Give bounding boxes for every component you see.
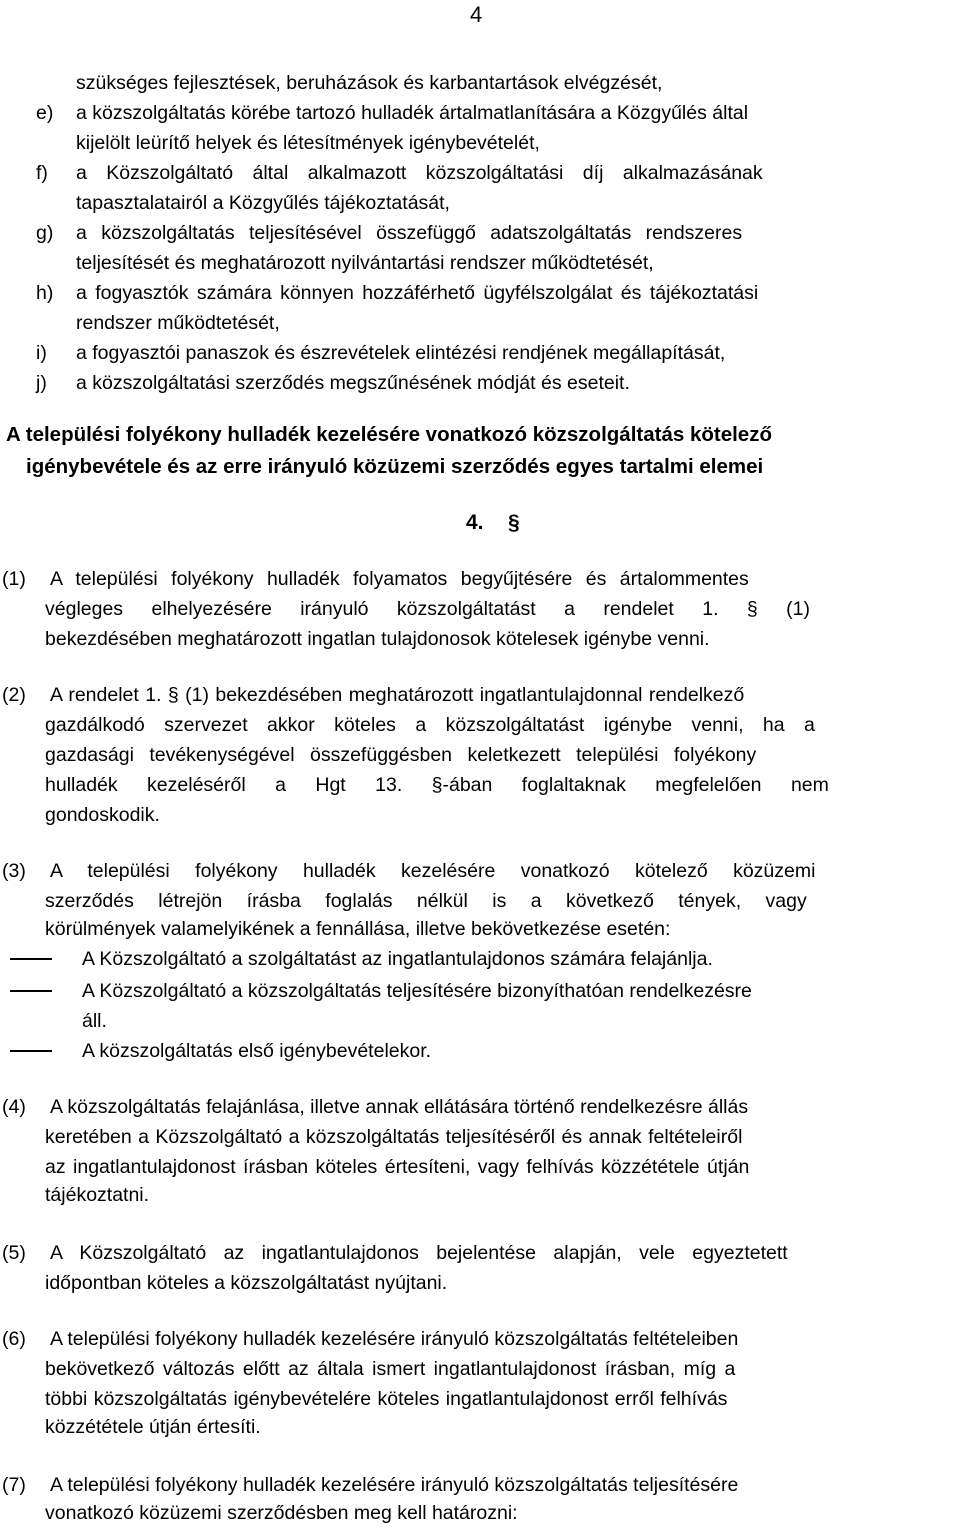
list-item-g-cont: teljesítését és meghatározott nyilvántartási rendszer működtetését, <box>76 252 654 274</box>
list-item-j: j) a közszolgáltatási szerződés megszűnésének módját és eseteit. <box>0 368 960 398</box>
paragraph-4-line: keretében a Közszolgáltató a közszolgáltatás teljesítéséről és annak feltételeiről <box>45 1126 743 1148</box>
section-number-row <box>0 508 960 538</box>
paragraph-2-line: gazdálkodó szervezet akkor köteles a közszolgáltatást igénybe venni, ha a <box>45 714 815 736</box>
paragraph-7-line: vonatkozó közüzemi szerződésben meg kell határozni: <box>45 1502 518 1524</box>
dash-list-item: A Közszolgáltató a szolgáltatást az ingatlantulajdonos számára felajánlja. <box>0 944 960 974</box>
paragraph-3-line: körülmények valamelyikének a fennállása, illetve bekövetkezése esetén: <box>45 918 671 940</box>
paragraph-3: (3) A települési folyékony hulladék kezelésére vonatkozó kötelező közüzemi <box>0 856 960 886</box>
paragraph-6-line: közzététele útján értesíti. <box>45 1416 261 1438</box>
list-item-label: j) <box>36 372 47 394</box>
list-item-label: f) <box>36 162 48 184</box>
paragraph-6-line: bekövetkező változás előtt az általa ismert ingatlantulajdonost írásban, míg a <box>45 1358 736 1380</box>
list-item-label: h) <box>36 282 54 304</box>
paragraph-label: (2) <box>2 684 26 706</box>
dash-bullet <box>10 958 52 960</box>
paragraph-6-line: többi közszolgáltatás igénybevételére köteles ingatlantulajdonost erről felhívás <box>45 1388 728 1410</box>
dash-bullet <box>10 990 52 992</box>
list-item-h: h) a fogyasztók számára könnyen hozzáférhető ügyfélszolgálat és tájékoztatási <box>0 278 960 308</box>
intro-line: szükséges fejlesztések, beruházások és karbantartások elvégzését, <box>76 72 663 94</box>
list-item-f-cont: tapasztalatairól a Közgyűlés tájékoztatását, <box>76 192 450 214</box>
dash-bullet <box>10 1050 52 1052</box>
list-item-e-cont: kijelölt leürítő helyek és létesítmények igénybevételét, <box>76 132 540 154</box>
paragraph-2-line: gazdasági tevékenységével összefüggésben keletkezett települési folyékony <box>45 744 757 766</box>
paragraph-2-line: hulladék kezeléséről a Hgt 13. §-ában foglaltaknak megfelelően nem <box>45 774 829 796</box>
list-item-f: f) a Közszolgáltató által alkalmazott közszolgáltatási díj alkalmazásának <box>0 158 960 188</box>
paragraph-7: (7) A települési folyékony hulladék kezelésére irányuló közszolgáltatás teljesítésére <box>0 1470 960 1500</box>
section-symbol: § <box>508 511 520 534</box>
paragraph-1-line: végleges elhelyezésére irányuló közszolgáltatást a rendelet 1. § (1) <box>45 598 811 620</box>
dash-list-item: A Közszolgáltató a közszolgáltatás teljesítésére bizonyíthatóan rendelkezésre <box>0 976 960 1006</box>
paragraph-label: (6) <box>2 1328 26 1350</box>
list-item-i: i) a fogyasztói panaszok és észrevételek elintézési rendjének megállapítását, <box>0 338 960 368</box>
list-item-label: e) <box>36 102 54 124</box>
paragraph-label: (4) <box>2 1096 26 1118</box>
list-item-label: i) <box>36 342 47 364</box>
paragraph-2: (2) A rendelet 1. § (1) bekezdésében meghatározott ingatlantulajdonnal rendelkező <box>0 680 960 710</box>
section-number: 4. <box>466 511 484 534</box>
paragraph-5-line: időpontban köteles a közszolgáltatást nyújtani. <box>45 1272 448 1294</box>
paragraph-label: (3) <box>2 860 26 882</box>
paragraph-label: (1) <box>2 568 26 590</box>
paragraph-4: (4) A közszolgáltatás felajánlása, illetve annak ellátására történő rendelkezésre állás <box>0 1092 960 1122</box>
paragraph-label: (7) <box>2 1474 26 1496</box>
dash-list-item-cont: áll. <box>82 1010 107 1032</box>
paragraph-2-line: gondoskodik. <box>45 804 160 826</box>
list-item-g: g) a közszolgáltatás teljesítésével összefüggő adatszolgáltatás rendszeres <box>0 218 960 248</box>
list-item-label: g) <box>36 222 54 244</box>
paragraph-4-line: az ingatlantulajdonost írásban köteles értesíteni, vagy felhívás közzététele útján <box>45 1156 750 1178</box>
paragraph-3-line: szerződés létrejön írásba foglalás nélkül is a következő tények, vagy <box>45 890 807 912</box>
paragraph-1: (1) A települési folyékony hulladék folyamatos begyűjtésére és ártalommentes <box>0 564 960 594</box>
paragraph-1-line: bekezdésében meghatározott ingatlan tulajdonosok kötelesek igénybe venni. <box>45 628 710 650</box>
paragraph-6: (6) A települési folyékony hulladék kezelésére irányuló közszolgáltatás feltételeiben <box>0 1324 960 1354</box>
section-heading-line2: igénybevétele és az erre irányuló közüzemi szerződés egyes tartalmi elemei <box>26 455 764 478</box>
dash-list-item: A közszolgáltatás első igénybevételekor. <box>0 1036 960 1066</box>
list-item-e: e) a közszolgáltatás körébe tartozó hulladék ártalmatlanítására a Közgyűlés által <box>0 98 960 128</box>
page-number: 4 <box>470 2 483 27</box>
list-item-h-cont: rendszer működtetését, <box>76 312 280 334</box>
paragraph-label: (5) <box>2 1242 26 1264</box>
paragraph-4-line: tájékoztatni. <box>45 1184 150 1206</box>
section-heading-line1: A települési folyékony hulladék kezelésére vonatkozó közszolgáltatás kötelező <box>6 423 772 446</box>
paragraph-5: (5) A Közszolgáltató az ingatlantulajdonos bejelentése alapján, vele egyeztetett <box>0 1238 960 1268</box>
